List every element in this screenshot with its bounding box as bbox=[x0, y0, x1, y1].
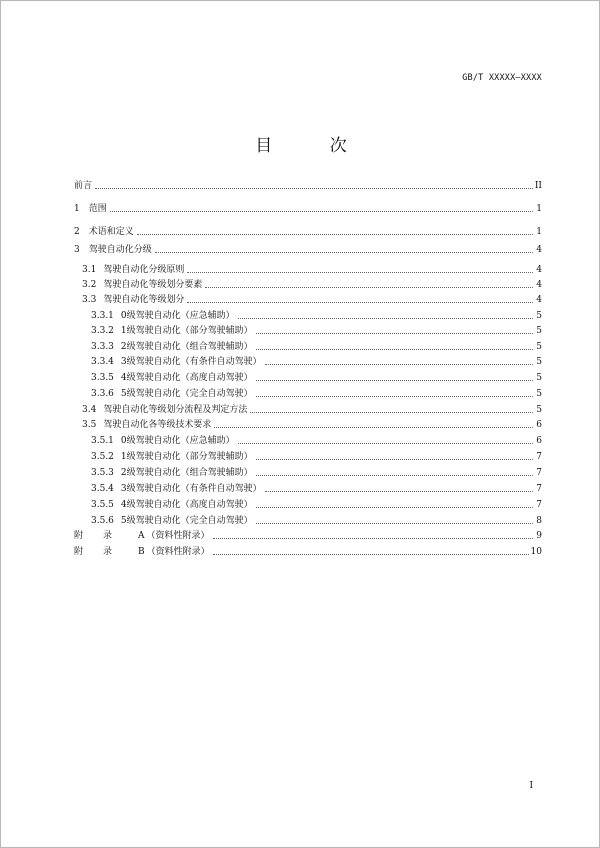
toc-entry-text: 2级驾驶自动化（组合驾驶辅助） bbox=[120, 468, 253, 478]
toc-entry-page: 10 bbox=[530, 547, 542, 557]
toc-entry-label bbox=[82, 294, 185, 306]
toc-leader-dots bbox=[250, 412, 533, 413]
toc-entry-label bbox=[91, 499, 254, 511]
toc-entry-number: 3.5.3 bbox=[91, 468, 114, 478]
toc-entry-page: 6 bbox=[536, 420, 542, 430]
toc-entry-3-4[interactable] bbox=[82, 402, 542, 416]
toc-entry-page: 9 bbox=[536, 531, 542, 541]
toc-entry-text: 驾驶自动化分级原则 bbox=[103, 265, 185, 275]
toc-entry-text: 驾驶自动化等级划分要素 bbox=[103, 280, 203, 290]
toc-leader-dots bbox=[213, 554, 529, 555]
toc-entry-label bbox=[82, 404, 248, 416]
toc-entry-page: 7 bbox=[536, 484, 542, 494]
toc-leader-dots bbox=[110, 211, 533, 212]
appendix-lead: 附录 bbox=[74, 531, 133, 541]
toc-entry-page: 1 bbox=[536, 227, 542, 237]
toc-entry-appendix-b[interactable] bbox=[74, 544, 542, 558]
toc-leader-dots bbox=[256, 459, 533, 460]
toc-entry-label bbox=[91, 341, 254, 353]
toc-leader-dots bbox=[214, 427, 533, 428]
toc-entry-text: 2级驾驶自动化（组合驾驶辅助） bbox=[120, 342, 253, 352]
toc-leader-dots bbox=[187, 302, 533, 303]
toc-entry-number: 3.3.2 bbox=[91, 326, 114, 336]
toc-entry-page: 6 bbox=[536, 436, 542, 446]
toc-entry-label bbox=[74, 530, 211, 542]
toc-entry-number: 3.3.4 bbox=[91, 357, 114, 367]
toc-entry-text: 1级驾驶自动化（部分驾驶辅助） bbox=[120, 326, 253, 336]
toc-entry-3-3-5[interactable] bbox=[91, 370, 542, 384]
toc-entry-3-5-4[interactable] bbox=[91, 481, 542, 495]
toc-entry-text: 术语和定义 bbox=[88, 227, 134, 237]
toc-entry-label bbox=[74, 244, 153, 256]
toc-leader-dots bbox=[256, 380, 533, 381]
toc-entry-label bbox=[82, 264, 185, 276]
toc-entry-label bbox=[74, 180, 93, 192]
toc-entry-page: 7 bbox=[536, 500, 542, 510]
toc-entry-number: 3.3.3 bbox=[91, 342, 114, 352]
document-code: GB/T XXXXX—XXXX bbox=[462, 73, 542, 83]
toc-entry-number: 3.3.5 bbox=[91, 373, 114, 383]
toc-entry-text: （资料性附录） bbox=[146, 531, 210, 541]
toc-entry-label bbox=[91, 451, 254, 463]
toc-entry-label bbox=[91, 325, 254, 337]
toc-entry-3-5[interactable] bbox=[82, 417, 542, 431]
toc-entry-page: 5 bbox=[536, 373, 542, 383]
toc-entry-number: 1 bbox=[74, 204, 80, 214]
toc-entry-label bbox=[82, 419, 212, 431]
toc-entry-page: 4 bbox=[536, 265, 542, 275]
toc-entry-number: 2 bbox=[74, 227, 80, 237]
toc-entry-label bbox=[82, 279, 203, 291]
toc-entry-number: 3.3 bbox=[82, 295, 97, 305]
toc-entry-page: 7 bbox=[536, 452, 542, 462]
toc-entry-page: II bbox=[534, 181, 542, 191]
toc-leader-dots bbox=[238, 443, 533, 444]
toc-entry-text: 驾驶自动化等级划分 bbox=[103, 295, 185, 305]
toc-entry-text: 5级驾驶自动化（完全自动驾驶） bbox=[120, 389, 253, 399]
toc-leader-dots bbox=[238, 318, 533, 319]
toc-entry-3-3-4[interactable] bbox=[91, 354, 542, 368]
toc-entry-text: 前言 bbox=[74, 181, 93, 191]
toc-entry-3-3-3[interactable] bbox=[91, 339, 542, 353]
toc-leader-dots bbox=[256, 523, 533, 524]
toc-entry-3-5-6[interactable] bbox=[91, 513, 542, 527]
toc-entry-page: 7 bbox=[536, 468, 542, 478]
toc-entry-page: 1 bbox=[536, 204, 542, 214]
toc-entry-text: 1级驾驶自动化（部分驾驶辅助） bbox=[120, 452, 253, 462]
toc-leader-dots bbox=[95, 188, 533, 189]
toc-leader-dots bbox=[256, 349, 533, 350]
toc-entry-label bbox=[91, 467, 254, 479]
toc-entry-3-5-1[interactable] bbox=[91, 433, 542, 447]
toc-entry-2[interactable] bbox=[74, 224, 542, 238]
toc-entry-text: 驾驶自动化各等级技术要求 bbox=[103, 420, 212, 430]
toc-entry-number: 3.5.6 bbox=[91, 516, 114, 526]
toc-entry-3[interactable] bbox=[74, 242, 542, 256]
toc-entry-label bbox=[91, 515, 254, 527]
toc-entry-page: 5 bbox=[536, 311, 542, 321]
toc-entry-text: 范围 bbox=[88, 204, 107, 214]
toc-entry-page: 5 bbox=[536, 326, 542, 336]
toc-entry-3-5-5[interactable] bbox=[91, 497, 542, 511]
toc-entry-label bbox=[74, 226, 135, 238]
toc-entry-number: 3.2 bbox=[82, 280, 97, 290]
toc-entry-page: 4 bbox=[536, 280, 542, 290]
toc-leader-dots bbox=[256, 475, 533, 476]
toc-leader-dots bbox=[137, 234, 533, 235]
toc-entry-text: 驾驶自动化等级划分流程及判定方法 bbox=[103, 405, 248, 415]
toc-entry-page: 5 bbox=[536, 405, 542, 415]
toc-leader-dots bbox=[265, 364, 533, 365]
toc-entry-appendix-a[interactable] bbox=[74, 528, 542, 542]
toc-entry-text: 驾驶自动化分级 bbox=[88, 245, 152, 255]
toc-entry-number: 3.5.1 bbox=[91, 436, 114, 446]
toc-entry-number: 3.1 bbox=[82, 265, 97, 275]
toc-entry-3-5-3[interactable] bbox=[91, 465, 542, 479]
toc-leader-dots bbox=[213, 538, 533, 539]
toc-entry-3-3-6[interactable] bbox=[91, 386, 542, 400]
toc-entry-page: 5 bbox=[536, 357, 542, 367]
toc-entry-label bbox=[91, 435, 236, 447]
toc-entry-text: 5级驾驶自动化（完全自动驾驶） bbox=[120, 516, 253, 526]
toc-entry-text: 4级驾驶自动化（高度自动驾驶） bbox=[120, 500, 253, 510]
toc-entry-number: 3.3.1 bbox=[91, 311, 114, 321]
toc-entry-text: 4级驾驶自动化（高度自动驾驶） bbox=[120, 373, 253, 383]
toc-entry-label bbox=[74, 546, 211, 558]
toc-entry-label bbox=[74, 203, 108, 215]
toc-entry-1[interactable] bbox=[74, 201, 542, 215]
toc-entry-number: 3.3.6 bbox=[91, 389, 114, 399]
toc-entry-number: 3.5.2 bbox=[91, 452, 114, 462]
toc-entry-label bbox=[91, 356, 263, 368]
toc-entry-3-3[interactable] bbox=[82, 292, 542, 306]
appendix-mark: B bbox=[138, 547, 145, 557]
toc-leader-dots bbox=[256, 333, 533, 334]
toc-entry-label bbox=[91, 483, 263, 495]
toc-entry-3-3-1[interactable] bbox=[91, 308, 542, 322]
toc-leader-dots bbox=[187, 272, 533, 273]
toc-entry-label bbox=[91, 310, 236, 322]
toc-entry-3-1[interactable] bbox=[82, 262, 542, 276]
toc-entry-number: 3.5.5 bbox=[91, 500, 114, 510]
toc-leader-dots bbox=[256, 396, 533, 397]
appendix-lead: 附录 bbox=[74, 547, 133, 557]
appendix-mark: A bbox=[138, 531, 145, 541]
toc-entry-page: 8 bbox=[536, 516, 542, 526]
toc-entry-label bbox=[91, 388, 254, 400]
toc-leader-dots bbox=[155, 252, 533, 253]
toc-leader-dots bbox=[265, 491, 533, 492]
toc-entry-page: 5 bbox=[536, 389, 542, 399]
toc-leader-dots bbox=[256, 507, 533, 508]
toc-entry-text: 0级驾驶自动化（应急辅助） bbox=[120, 311, 235, 321]
toc-entry-3-2[interactable] bbox=[82, 277, 542, 291]
toc-entry-3-3-2[interactable] bbox=[91, 323, 542, 337]
toc-entry-text: （资料性附录） bbox=[146, 547, 210, 557]
toc-entry-foreword[interactable] bbox=[74, 178, 542, 192]
toc-title: 目 次 bbox=[255, 136, 373, 156]
page-number: I bbox=[529, 781, 533, 791]
toc-leader-dots bbox=[205, 287, 533, 288]
toc-entry-label bbox=[91, 372, 254, 384]
toc-entry-text: 0级驾驶自动化（应急辅助） bbox=[120, 436, 235, 446]
toc-entry-page: 4 bbox=[536, 295, 542, 305]
toc-entry-number: 3.5.4 bbox=[91, 484, 114, 494]
toc-entry-number: 3.5 bbox=[82, 420, 97, 430]
toc-entry-text: 3级驾驶自动化（有条件自动驾驶） bbox=[120, 484, 262, 494]
toc-entry-number: 3 bbox=[74, 245, 80, 255]
toc-entry-3-5-2[interactable] bbox=[91, 449, 542, 463]
toc-entry-number: 3.4 bbox=[82, 405, 97, 415]
toc-entry-text: 3级驾驶自动化（有条件自动驾驶） bbox=[120, 357, 262, 367]
toc-entry-page: 5 bbox=[536, 342, 542, 352]
toc-entry-page: 4 bbox=[536, 245, 542, 255]
